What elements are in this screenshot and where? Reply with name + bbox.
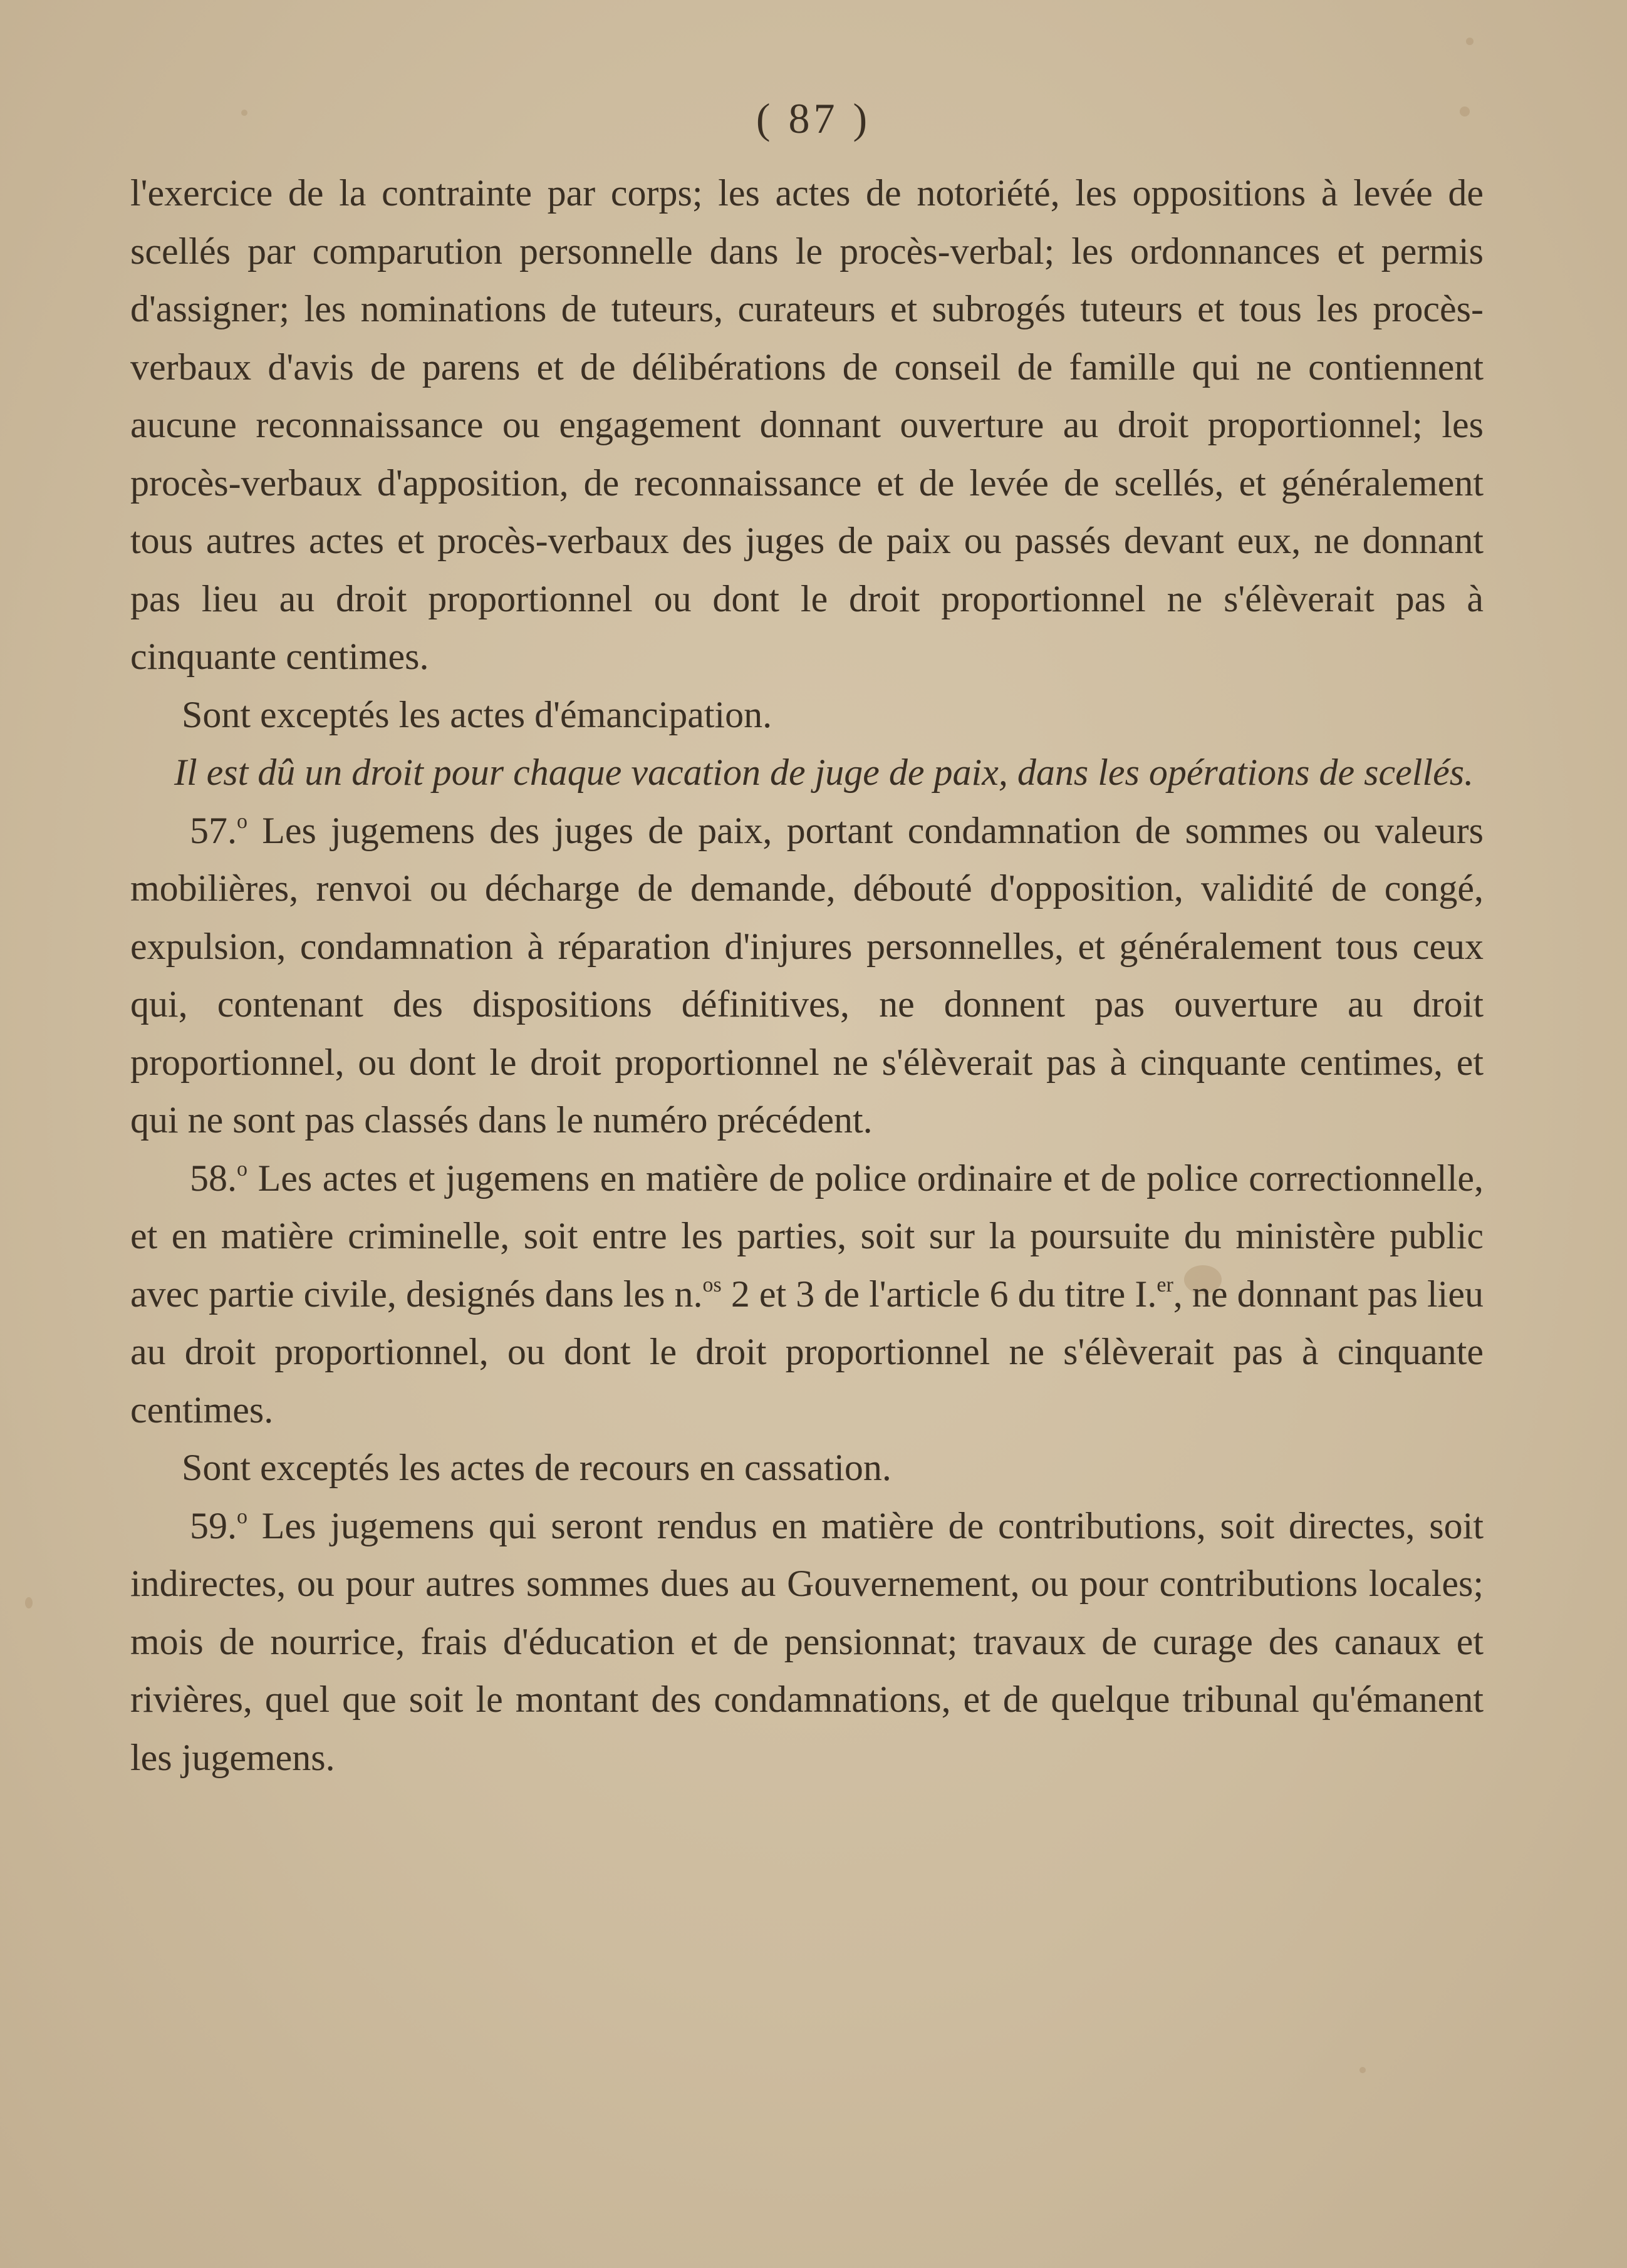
paragraph-57 (130, 802, 1484, 1149)
stain (25, 1597, 33, 1608)
superscript: os (702, 1273, 722, 1297)
superscript: o (237, 1504, 247, 1528)
paragraph-58 (130, 1149, 1484, 1439)
paragraph-continuation: l'exercice de la contrainte par corps; les actes de notoriété, les oppositions à levée de scellés par comparution personnelle dans le procès-verbal; les ordonnances et permis d'assigner; les nominations de tuteurs, curateurs et subrogés tuteurs et tous les procès-verbaux d'avis de parens et de délibérations de conseil de famille qui ne contiennent aucune reconnaissance ou engagement donnant ouverture au droit proportionnel; les procès-verbaux d'apposition, de reconnaissance et de levée de scellés, et généralement tous autres actes et procès-verbaux des juges de paix ou passés devant eux, ne donnant pas lieu au droit proportionnel ou dont le droit proportionnel ne s'élèverait pas à cinquante centimes. (130, 172, 1484, 677)
paragraph-exception-emancipation: Sont exceptés les actes d'émancipation. (182, 693, 772, 735)
paragraph-number: 58. (190, 1157, 237, 1199)
paragraph-text: 2 et 3 de l'article 6 du titre I. (721, 1273, 1157, 1315)
paragraph-text: Les jugemens qui seront rendus en matière de contributions, soit directes, soit indirectes, ou pour autres sommes dues au Gouvernement, ou pour contributions locales; mois de nourrice, frais d'éducation et de pensionnat; travaux de curage des canaux et rivières, quel que soit le montant des condamnations, et de quelque tribunal qu'émanent les jugemens. (130, 1504, 1484, 1778)
body-text (130, 164, 1484, 1786)
stain (1359, 2067, 1366, 2073)
paragraph-59 (130, 1497, 1484, 1787)
superscript: o (237, 809, 247, 833)
superscript: o (237, 1157, 247, 1181)
paragraph-text: , ne donnant pas lieu au droit proportionnel, ou dont le droit proportionnel ne s'élèverait pas à cinquante centimes. (130, 1273, 1484, 1431)
paragraph-number: 59. (190, 1504, 237, 1546)
paragraph-exception-cassation: Sont exceptés les actes de recours en cassation. (182, 1447, 891, 1488)
superscript: er (1157, 1273, 1173, 1297)
paragraph-text: Les jugemens des juges de paix, portant condamnation de sommes ou valeurs mobilières, renvoi ou décharge de demande, débouté d'opposition, validité de congé, expulsion, condamnation à réparation d'injures personnelles, et généralement tous ceux qui, contenant des dispositions définitives, ne donnent pas ouverture au droit proportionnel, ou dont le droit proportionnel ne s'élèverait pas à cinquante centimes, et qui ne sont pas classés dans le numéro précédent. (130, 809, 1484, 1141)
paragraph-number: 57. (190, 809, 237, 851)
stain (1466, 38, 1474, 45)
paragraph-italic-note: Il est dû un droit pour chaque vacation de juge de paix, dans les opérations de scellés. (174, 752, 1474, 793)
paragraph-text: Les actes et jugemens en matière de police ordinaire et de police correctionnelle, et en matière criminelle, soit entre les parties, soit sur la poursuite du ministère public avec partie civile, designés dans les n. (130, 1157, 1484, 1315)
page-number: ( 87 ) (756, 95, 871, 142)
